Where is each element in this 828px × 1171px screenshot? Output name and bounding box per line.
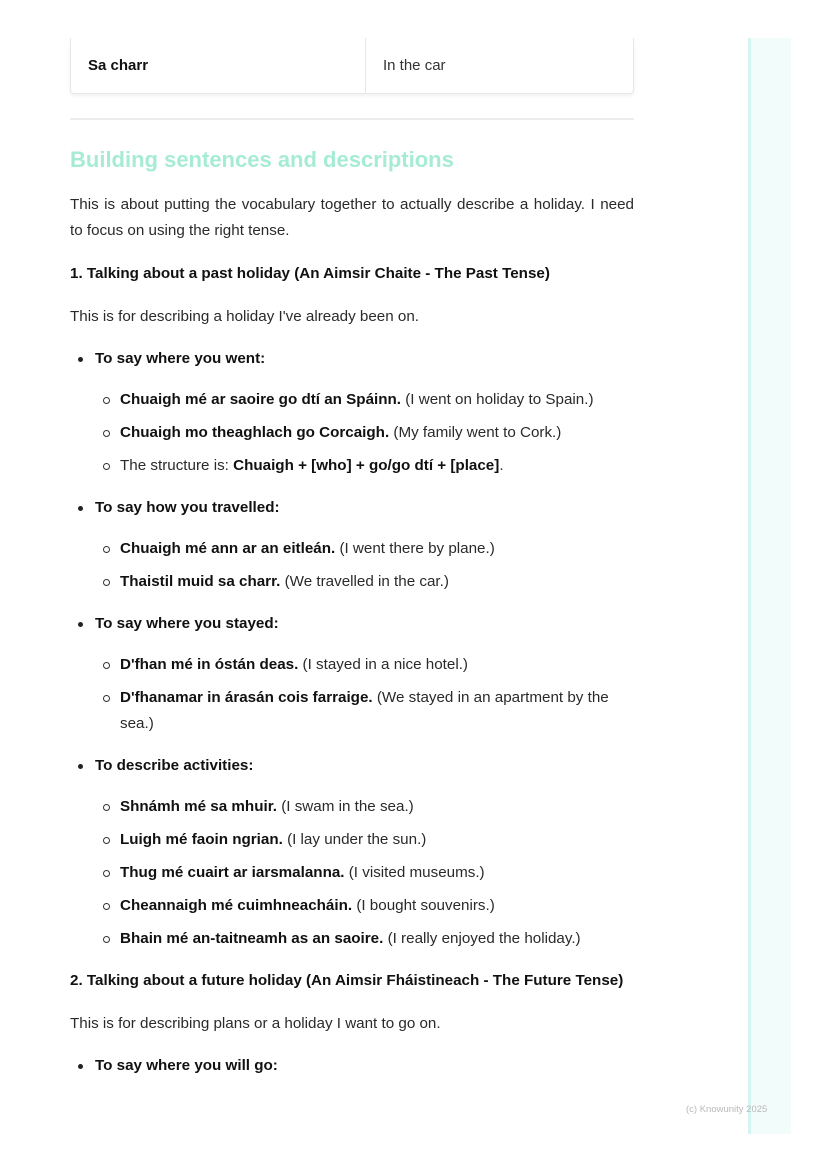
divider <box>70 118 634 120</box>
structure-formula: Chuaigh + [who] + go/go dtí + [place] <box>233 457 500 474</box>
structure-lead: The structure is: <box>120 457 234 474</box>
bullet-label: To say where you will go: <box>95 1057 278 1074</box>
bullet-label: To say how you travelled: <box>95 499 280 516</box>
footer-credit: (c) Knowunity 2025 <box>686 1104 768 1115</box>
past-heading: 1. Talking about a past holiday (An Aimsir Chaite - The Past Tense) <box>70 265 550 282</box>
sub-list-item <box>95 926 634 952</box>
sub-list <box>95 536 634 595</box>
list-item <box>70 753 634 952</box>
sub-list <box>95 794 634 952</box>
translation: (I stayed in a nice hotel.) <box>298 656 468 673</box>
future-list <box>70 1053 634 1079</box>
irish-phrase: Thug mé cuairt ar iarsmalanna. <box>120 864 345 881</box>
table-cell-english: In the car <box>383 57 446 74</box>
irish-phrase: Bhain mé an-taitneamh as an saoire. <box>120 930 384 947</box>
irish-phrase: Chuaigh mé ar saoire go dtí an Spáinn. <box>120 391 402 408</box>
irish-phrase: D'fhan mé in óstán deas. <box>120 656 299 673</box>
list-item <box>70 611 634 737</box>
list-item <box>70 495 634 595</box>
sub-list-item <box>95 453 634 479</box>
past-description: This is for describing a holiday I've already been on. <box>70 308 420 325</box>
irish-phrase: Shnámh mé sa mhuir. <box>120 798 277 815</box>
translation: (I really enjoyed the holiday.) <box>383 930 581 947</box>
irish-phrase: Luigh mé faoin ngrian. <box>120 831 283 848</box>
section-title: Building sentences and descriptions <box>70 147 454 172</box>
translation: (We stayed in an apartment by the sea.) <box>120 689 609 732</box>
translation: (I lay under the sun.) <box>282 831 427 848</box>
future-description: This is for describing plans or a holiday I want to go on. <box>70 1015 441 1032</box>
table-cell-irish: Sa charr <box>71 38 366 93</box>
bullet-label: To say where you stayed: <box>95 615 279 632</box>
sub-list-item <box>95 652 634 678</box>
sub-list-item <box>95 893 634 919</box>
sub-list-item <box>95 794 634 820</box>
structure-end: . <box>499 457 504 474</box>
bullet-label: To describe activities: <box>95 757 254 774</box>
sub-list-item <box>95 387 634 413</box>
irish-phrase: Thaistil muid sa charr. <box>120 573 281 590</box>
translation: (I bought souvenirs.) <box>352 897 495 914</box>
translation: (I went there by plane.) <box>335 540 495 557</box>
translation: (We travelled in the car.) <box>280 573 449 590</box>
translation: (I swam in the sea.) <box>276 798 414 815</box>
irish-phrase: Chuaigh mo theaghlach go Corcaigh. <box>120 424 390 441</box>
main-content <box>70 142 634 1095</box>
side-rail <box>748 38 791 1134</box>
future-heading: 2. Talking about a future holiday (An Aimsir Fháistineach - The Future Tense) <box>70 972 624 989</box>
section-intro: This is about putting the vocabulary together to actually describe a holiday. I need to focus on using the right tense. <box>70 196 634 239</box>
sub-list-item <box>95 569 634 595</box>
translation: (My family went to Cork.) <box>389 424 562 441</box>
irish-phrase: Cheannaigh mé cuimhneacháin. <box>120 897 353 914</box>
irish-phrase: Chuaigh mé ann ar an eitleán. <box>120 540 336 557</box>
irish-phrase: D'fhanamar in árasán cois farraige. <box>120 689 373 706</box>
vocab-table-row <box>70 38 634 94</box>
sub-list-item <box>95 420 634 446</box>
sub-list-item <box>95 860 634 886</box>
bullet-label: To say where you went: <box>95 350 266 367</box>
sub-list-item <box>95 827 634 853</box>
sub-list-item <box>95 536 634 562</box>
list-item <box>70 346 634 479</box>
sub-list <box>95 652 634 737</box>
translation: (I went on holiday to Spain.) <box>401 391 594 408</box>
sub-list-item <box>95 685 634 737</box>
sub-list <box>95 387 634 479</box>
translation: (I visited museums.) <box>344 864 485 881</box>
past-list <box>70 346 634 952</box>
list-item <box>70 1053 634 1079</box>
